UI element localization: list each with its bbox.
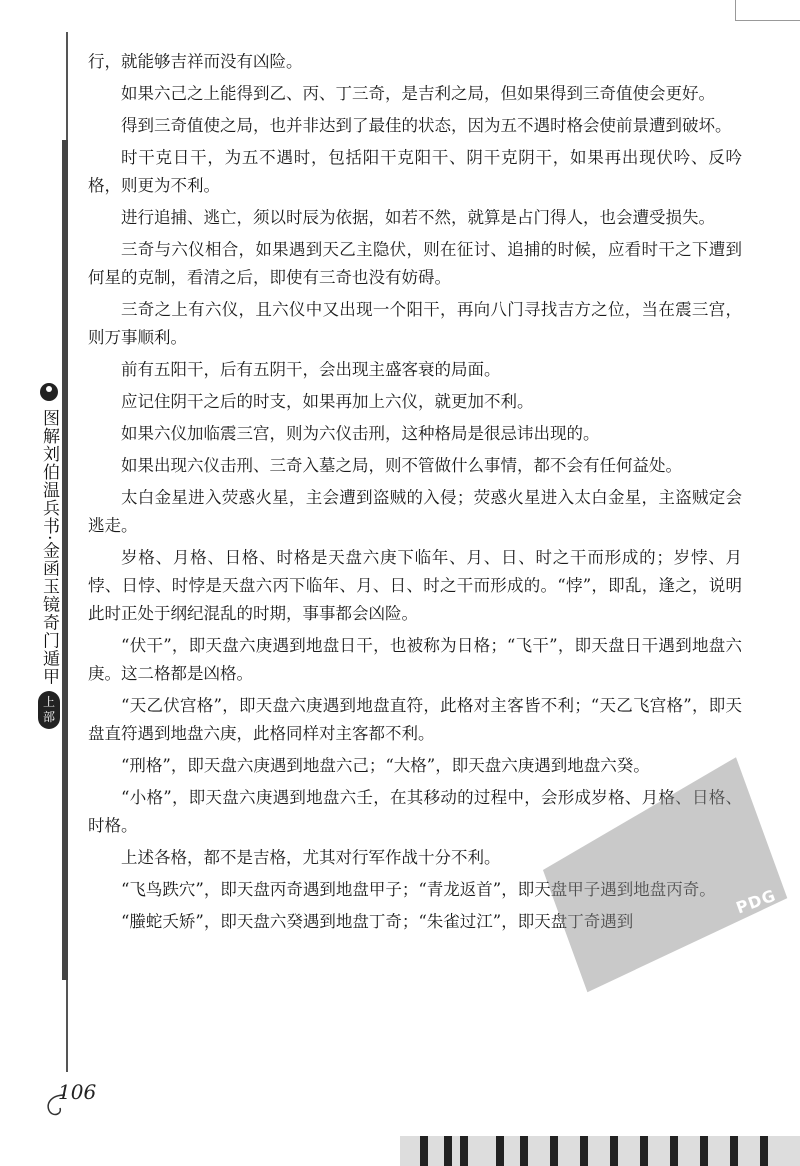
paragraph: 三奇之上有六仪，且六仪中又出现一个阳干，再向八门寻找吉方之位，当在震三宫，则万事顺利。 xyxy=(88,300,742,347)
paragraph: “刑格”，即天盘六庚遇到地盘六己；“大格”，即天盘六庚遇到地盘六癸。 xyxy=(121,756,650,775)
paragraph: “小格”，即天盘六庚遇到地盘六壬，在其移动的过程中，会形成岁格、月格、日格、时格。 xyxy=(88,788,742,835)
paragraph: “螣蛇夭矫”，即天盘六癸遇到地盘丁奇；“朱雀过江”，即天盘丁奇遇到 xyxy=(121,912,634,931)
paragraph: 前有五阳干，后有五阴干，会出现主盛客衰的局面。 xyxy=(121,360,501,379)
paragraph: 岁格、月格、日格、时格是天盘六庚下临年、月、日、时之干而形成的；岁悖、月悖、日悖、时悖是天盘六丙下临年、月、日、时之干而形成的。“悖”，即乱，逢之，说明此时正处于纲纪混乱的时期，事事都会凶险。 xyxy=(88,548,742,623)
watermark-label: PDG xyxy=(733,885,779,918)
paragraph: “飞鸟跌穴”，即天盘丙奇遇到地盘甲子；“青龙返首”，即天盘甲子遇到地盘丙奇。 xyxy=(121,880,716,899)
paragraph: “伏干”，即天盘六庚遇到地盘日干，也被称为日格；“飞干”，即天盘日干遇到地盘六庚。这二格都是凶格。 xyxy=(88,636,742,683)
volume-badge xyxy=(38,691,60,729)
yin-yang-icon xyxy=(40,383,58,401)
paragraph: 行，就能够吉祥而没有凶险。 xyxy=(88,52,303,71)
side-book-title xyxy=(36,383,62,729)
paragraph: 进行追捕、逃亡，须以时辰为依据，如若不然，就算是占门得人，也会遭受损失。 xyxy=(121,208,715,227)
volume-badge-char: 部 xyxy=(42,710,55,725)
volume-badge-char: 上 xyxy=(42,695,55,710)
paragraph: “天乙伏宫格”，即天盘六庚遇到地盘直符，此格对主客皆不利；“天乙飞宫格”，即天盘直符遇到地盘六庚，此格同样对主客都不利。 xyxy=(88,696,742,743)
margin-bar xyxy=(62,140,68,980)
paragraph: 应记住阴干之后的时支，如果再加上六仪，就更加不利。 xyxy=(121,392,534,411)
side-title-text: 图解刘伯温兵书·金函玉镜奇门遁甲 xyxy=(39,409,59,686)
scan-edge-strip xyxy=(400,1136,800,1166)
paragraph: 上述各格，都不是吉格，尤其对行军作战十分不利。 xyxy=(121,848,501,867)
corner-mark xyxy=(735,0,800,21)
paragraph: 得到三奇值使之局，也并非达到了最佳的状态，因为五不遇时格会使前景遭到破坏。 xyxy=(121,116,732,135)
paragraph: 如果六己之上能得到乙、丙、丁三奇，是吉利之局，但如果得到三奇值使会更好。 xyxy=(121,84,715,103)
paragraph: 如果六仪加临震三宫，则为六仪击刑，这种格局是很忌讳出现的。 xyxy=(121,424,600,443)
paragraph: 太白金星进入荧惑火星，主会遭到盗贼的入侵；荧惑火星进入太白金星，主盗贼定会逃走。 xyxy=(88,488,742,535)
page-number: 106 xyxy=(58,1080,97,1104)
paragraph: 如果出现六仪击刑、三奇入墓之局，则不管做什么事情，都不会有任何益处。 xyxy=(121,456,682,475)
paragraph: 时干克日干，为五不遇时，包括阳干克阳干、阴干克阴干，如果再出现伏吟、反吟格，则更为不利。 xyxy=(88,148,742,195)
paragraph: 三奇与六仪相合，如果遇到天乙主隐伏，则在征讨、追捕的时候，应看时干之下遭到何星的克制，看清之后，即使有三奇也没有妨碍。 xyxy=(88,240,742,287)
